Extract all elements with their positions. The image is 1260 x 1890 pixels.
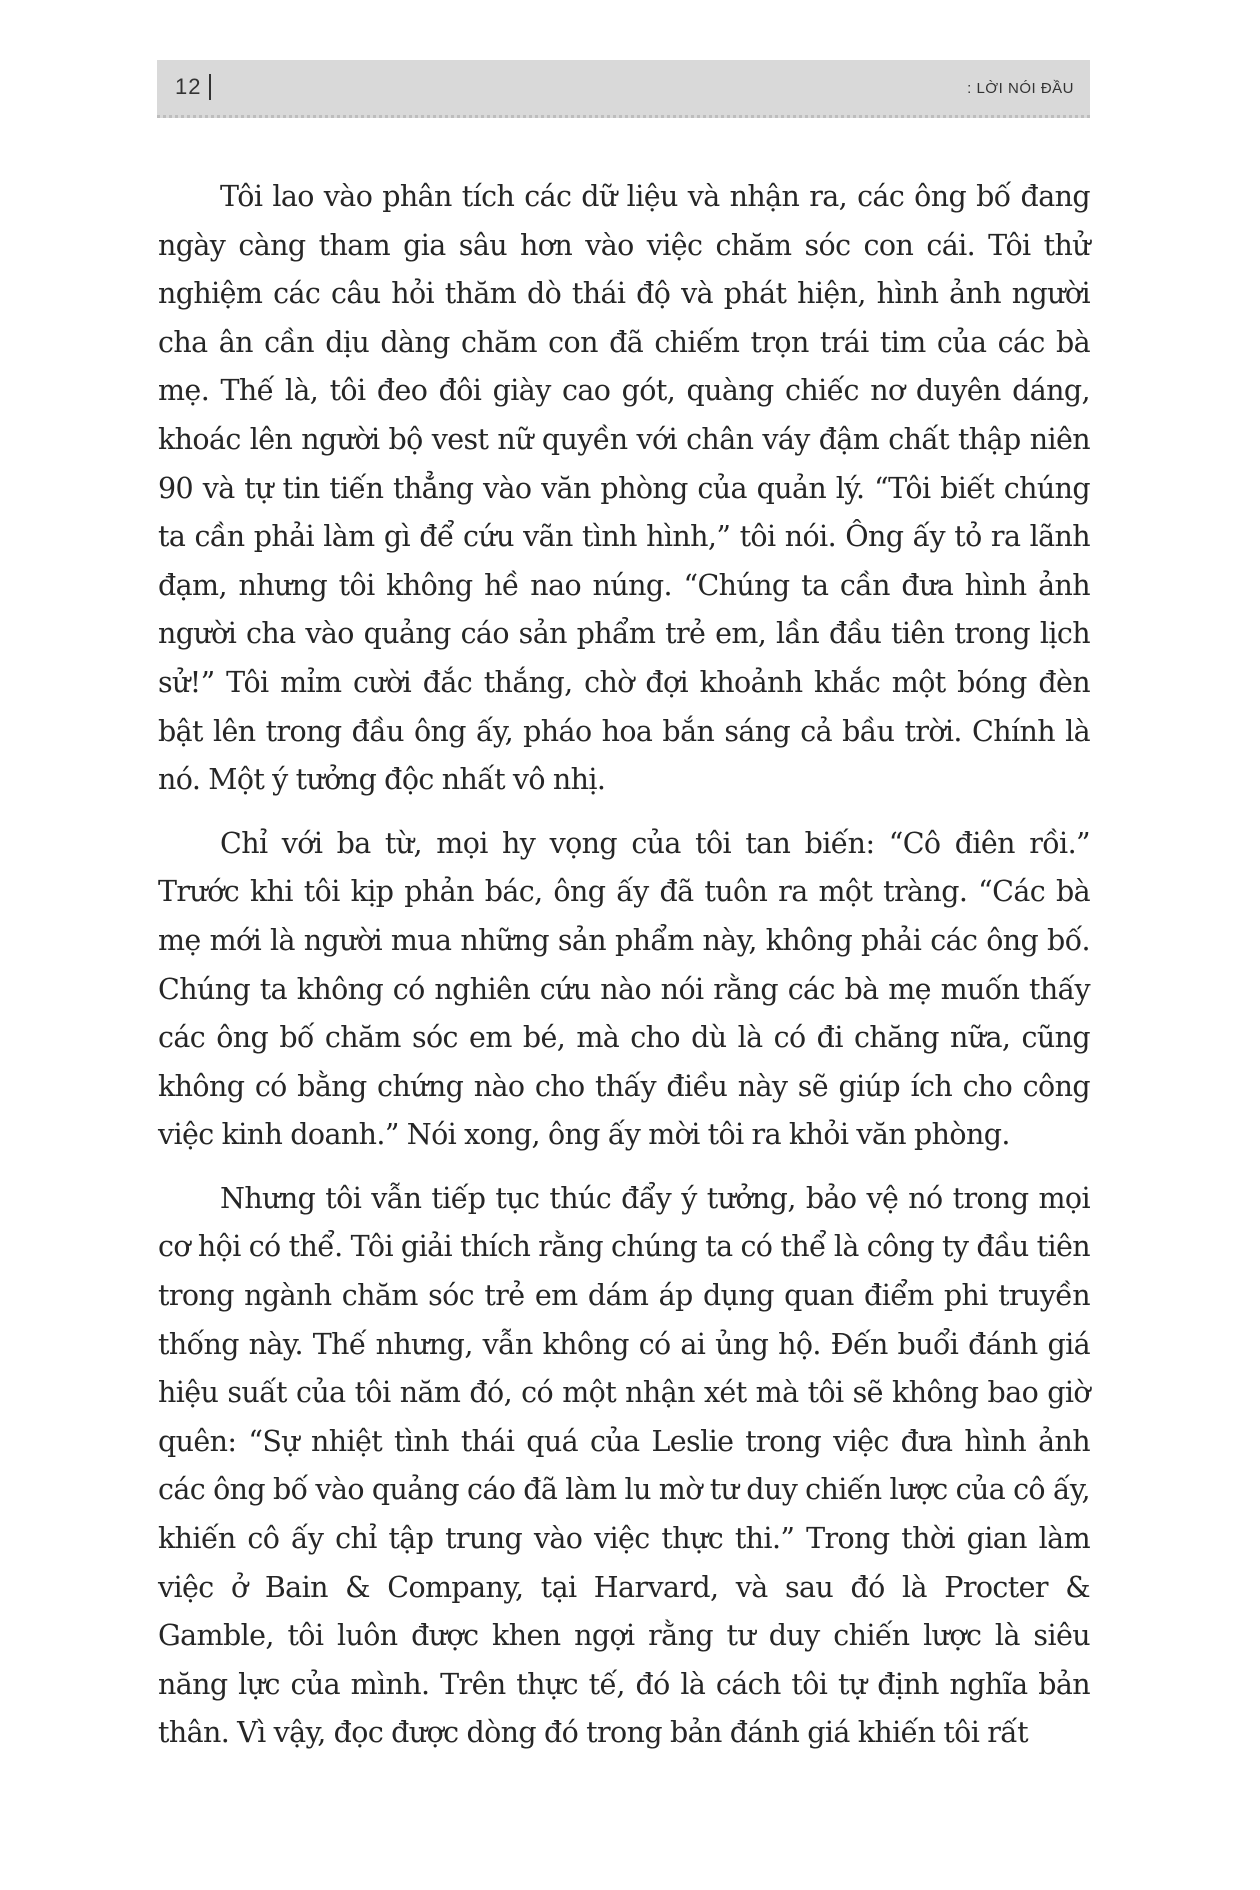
page-number: 12 — [175, 74, 202, 99]
header-divider — [209, 74, 211, 100]
body-text — [158, 173, 1090, 1773]
paragraph-1: Tôi lao vào phân tích các dữ liệu và nhận ra, các ông bố đang ngày càng tham gia sâu hơn vào việc chăm sóc con cái. Tôi thử nghiệm các câu hỏi thăm dò thái độ và phát hiện, hình ảnh người cha ân cần dịu dàng chăm con đã chiếm trọn trái tim của các bà mẹ. Thế là, tôi đeo đôi giày cao gót, quàng chiếc nơ duyên dáng, khoác lên người bộ vest nữ quyền với chân váy đậm chất thập niên 90 và tự tin tiến thẳng vào văn phòng của quản lý. “Tôi biết chúng ta cần phải làm gì để cứu vãn tình hình,” tôi nói. Ông ấy tỏ ra lãnh đạm, nhưng tôi không hề nao núng. “Chúng ta cần đưa hình ảnh người cha vào quảng cáo sản phẩm trẻ em, lần đầu tiên trong lịch sử!” Tôi mỉm cười đắc thắng, chờ đợi khoảnh khắc một bóng đèn bật lên trong đầu ông ấy, pháo hoa bắn sáng cả bầu trời. Chính là nó. Một ý tưởng độc nhất vô nhị. — [158, 180, 1090, 797]
section-title: : LỜI NÓI ĐẦU — [967, 80, 1074, 97]
paragraph-2: Chỉ với ba từ, mọi hy vọng của tôi tan biến: “Cô điên rồi.” Trước khi tôi kịp phản bác, ông ấy đã tuôn ra một tràng. “Các bà mẹ mới là người mua những sản phẩm này, không phải các ông bố. Chúng ta không có nghiên cứu nào nói rằng các bà mẹ muốn thấy các ông bố chăm sóc em bé, mà cho dù là có đi chăng nữa, cũng không có bằng chứng nào cho thấy điều này sẽ giúp ích cho công việc kinh doanh.” Nói xong, ông ấy mời tôi ra khỏi văn phòng. — [158, 826, 1090, 1152]
paragraph-3: Nhưng tôi vẫn tiếp tục thúc đẩy ý tưởng, bảo vệ nó trong mọi cơ hội có thể. Tôi giải thích rằng chúng ta có thể là công ty đầu tiên trong ngành chăm sóc trẻ em dám áp dụng quan điểm phi truyền thống này. Thế nhưng, vẫn không có ai ủng hộ. Đến buổi đánh giá hiệu suất của tôi năm đó, có một nhận xét mà tôi sẽ không bao giờ quên: “Sự nhiệt tình thái quá của Leslie trong việc đưa hình ảnh các ông bố vào quảng cáo đã làm lu mờ tư duy chiến lược của cô ấy, khiến cô ấy chỉ tập trung vào việc thực thi.” Trong thời gian làm việc ở Bain & Company, tại Harvard, và sau đó là Procter & Gamble, tôi luôn được khen ngợi rằng tư duy chiến lược là siêu năng lực của mình. Trên thực tế, đó là cách tôi tự định nghĩa bản thân. Vì vậy, đọc được dòng đó trong bản đánh giá khiến tôi rất — [158, 1181, 1090, 1750]
running-header — [157, 60, 1090, 118]
